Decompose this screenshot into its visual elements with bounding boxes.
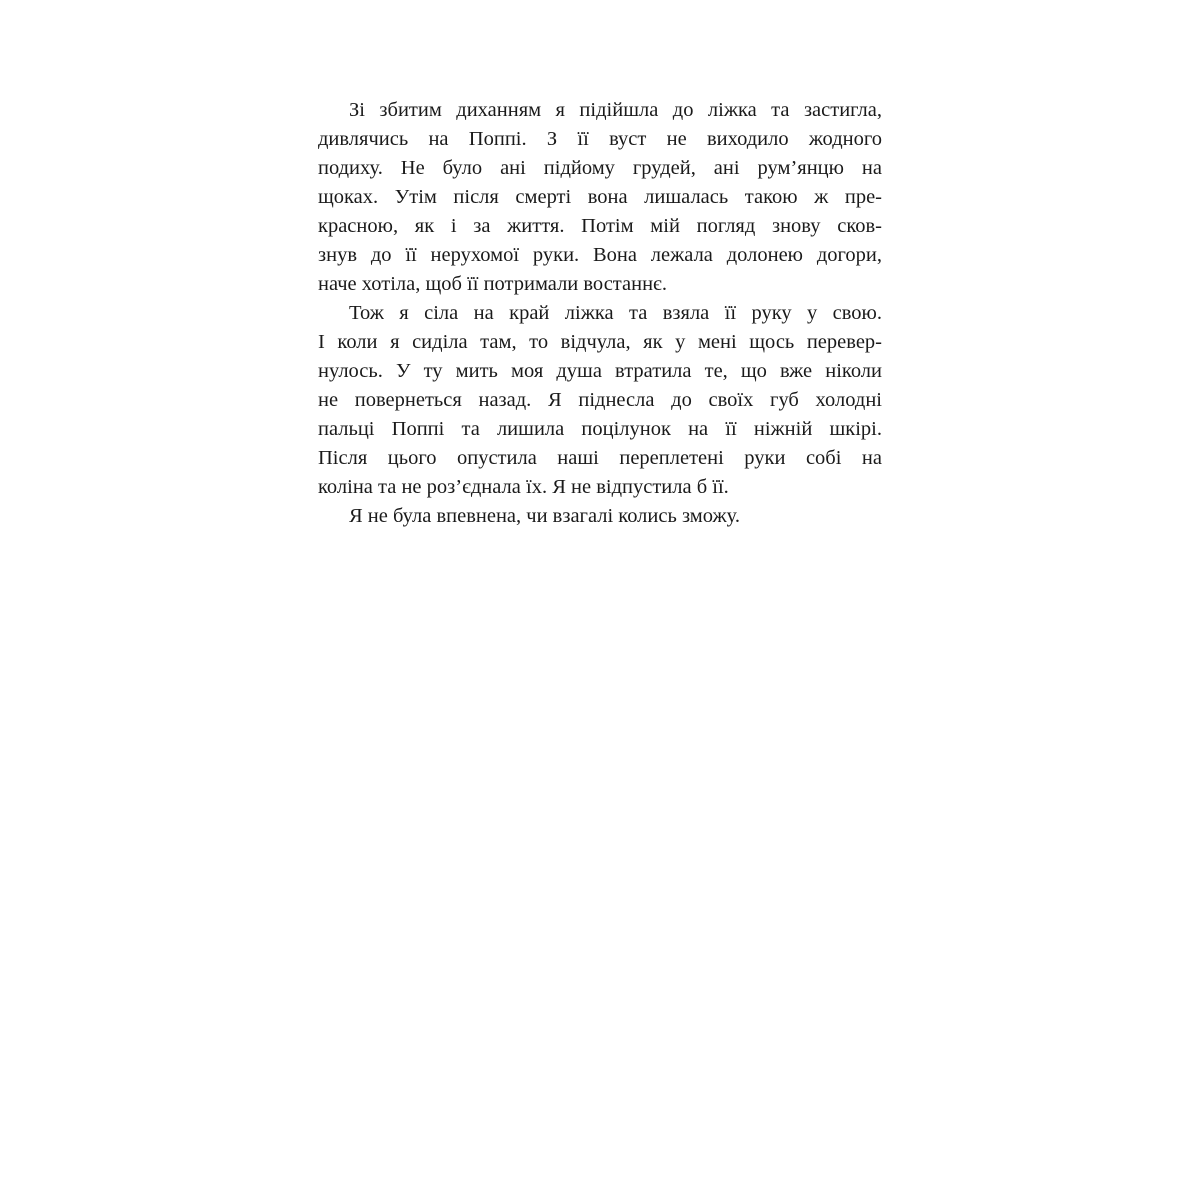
text-line: красною, як і за життя. Потім мій погляд знову сков- <box>318 215 882 237</box>
text-line: знув до її нерухомої руки. Вона лежала долонею догори, <box>318 244 882 266</box>
text-line: Зі збитим диханням я підійшла до ліжка та застигла, <box>349 99 882 121</box>
text-line: щоках. Утім після смерті вона лишалась такою ж пре- <box>318 186 882 208</box>
text-line: Я не була впевнена, чи взагалі колись зможу. <box>349 505 740 527</box>
text-line: нулось. У ту мить моя душа втратила те, що вже ніколи <box>318 360 882 382</box>
text-line: наче хотіла, щоб її потримали востаннє. <box>318 273 667 295</box>
text-line: І коли я сиділа там, то відчула, як у мені щось перевер- <box>318 331 882 353</box>
text-line: не повернеться назад. Я піднесла до своїх губ холодні <box>318 389 882 411</box>
paragraph <box>318 96 882 299</box>
text-line: пальці Поппі та лишила поцілунок на її ніжній шкірі. <box>318 418 882 440</box>
text-line: Після цього опустила наші переплетені руки собі на <box>318 447 882 469</box>
body-text <box>318 96 882 531</box>
text-line: подиху. Не було ані підйому грудей, ані рум’янцю на <box>318 157 882 179</box>
text-line: коліна та не роз’єднала їх. Я не відпустила б її. <box>318 476 729 498</box>
paragraph <box>318 502 882 531</box>
text-line: Тож я сіла на край ліжка та взяла її руку у свою. <box>349 302 882 324</box>
paragraph <box>318 299 882 502</box>
text-line: дивлячись на Поппі. З її вуст не виходило жодного <box>318 128 882 150</box>
